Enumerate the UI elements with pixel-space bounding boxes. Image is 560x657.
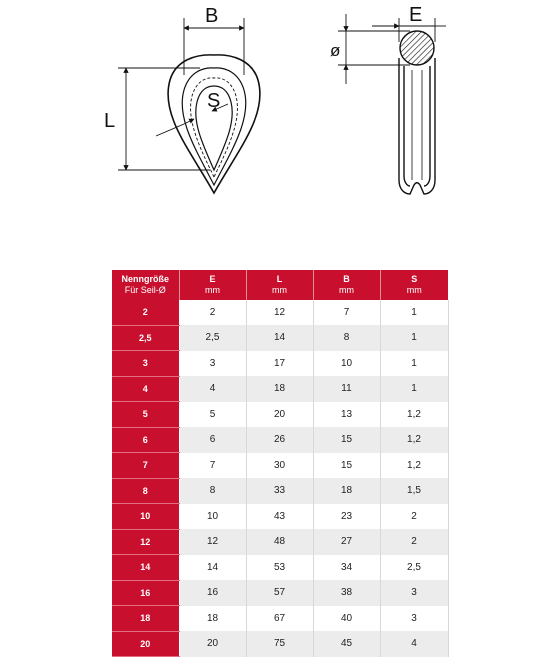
cell-S: 2 [380,529,448,555]
label-S: S [207,90,221,112]
cell-B: 13 [313,402,380,428]
table-row [112,631,448,657]
cell-L: 53 [246,555,313,581]
cell-size: 20 [112,631,179,657]
cell-L: 75 [246,631,313,657]
header-col-L: L mm [246,270,313,300]
cell-B: 38 [313,580,380,606]
cell-size: 5 [112,402,179,428]
cell-S: 2 [380,504,448,530]
cell-E: 2 [179,300,246,325]
cell-S: 1 [380,376,448,402]
cell-B: 27 [313,529,380,555]
cell-B: 8 [313,325,380,351]
label-B: B [205,5,219,27]
cell-S: 2,5 [380,555,448,581]
table-row [112,402,448,428]
label-L: L [104,110,116,132]
header-col-B: B mm [313,270,380,300]
header-nominal-size: Nenngröße Für Seil-Ø [112,270,179,300]
cell-L: 57 [246,580,313,606]
cell-E: 5 [179,402,246,428]
cell-E: 18 [179,606,246,632]
cell-size: 2,5 [112,325,179,351]
cell-B: 40 [313,606,380,632]
table-row [112,453,448,479]
cell-L: 67 [246,606,313,632]
cell-size: 12 [112,529,179,555]
cell-size: 8 [112,478,179,504]
cell-B: 18 [313,478,380,504]
table-row [112,351,448,377]
cell-B: 7 [313,300,380,325]
thimble-side-view [399,31,435,194]
table-row [112,478,448,504]
cell-S: 1,2 [380,427,448,453]
cell-E: 20 [179,631,246,657]
cell-E: 6 [179,427,246,453]
cell-B: 34 [313,555,380,581]
cell-L: 14 [246,325,313,351]
cell-S: 4 [380,631,448,657]
cell-size: 6 [112,427,179,453]
cell-size: 3 [112,351,179,377]
cell-E: 4 [179,376,246,402]
cell-S: 3 [380,580,448,606]
cell-S: 1 [380,351,448,377]
cell-size: 14 [112,555,179,581]
cell-S: 1,5 [380,478,448,504]
cell-E: 14 [179,555,246,581]
table-row [112,325,448,351]
cell-L: 33 [246,478,313,504]
header-col-E: E mm [179,270,246,300]
cell-L: 43 [246,504,313,530]
table-row [112,504,448,530]
cell-B: 11 [313,376,380,402]
label-diameter: ø [330,41,341,60]
table-row [112,427,448,453]
cell-S: 1,2 [380,402,448,428]
dimensions-table [112,270,449,657]
cell-size: 16 [112,580,179,606]
cell-B: 45 [313,631,380,657]
cell-size: 18 [112,606,179,632]
cell-E: 7 [179,453,246,479]
header-col-S: S mm [380,270,448,300]
cell-S: 1,2 [380,453,448,479]
cell-E: 10 [179,504,246,530]
cell-B: 15 [313,427,380,453]
cell-size: 4 [112,376,179,402]
cell-E: 8 [179,478,246,504]
table-row [112,376,448,402]
cell-S: 1 [380,300,448,325]
cell-L: 26 [246,427,313,453]
cell-size: 2 [112,300,179,325]
cell-E: 2,5 [179,325,246,351]
table-row [112,555,448,581]
label-E: E [409,4,423,26]
table-row [112,529,448,555]
table-row [112,580,448,606]
cell-B: 10 [313,351,380,377]
cell-E: 16 [179,580,246,606]
cell-L: 48 [246,529,313,555]
table-row [112,300,448,325]
cell-S: 1 [380,325,448,351]
cell-L: 12 [246,300,313,325]
cell-B: 23 [313,504,380,530]
cell-size: 7 [112,453,179,479]
cell-B: 15 [313,453,380,479]
technical-drawing [0,0,560,250]
table-header-row [112,270,448,300]
cell-E: 3 [179,351,246,377]
cell-size: 10 [112,504,179,530]
cell-E: 12 [179,529,246,555]
table-row [112,606,448,632]
thimble-front-view [168,55,260,193]
cell-L: 17 [246,351,313,377]
cell-S: 3 [380,606,448,632]
cell-L: 30 [246,453,313,479]
cell-L: 20 [246,402,313,428]
cell-L: 18 [246,376,313,402]
